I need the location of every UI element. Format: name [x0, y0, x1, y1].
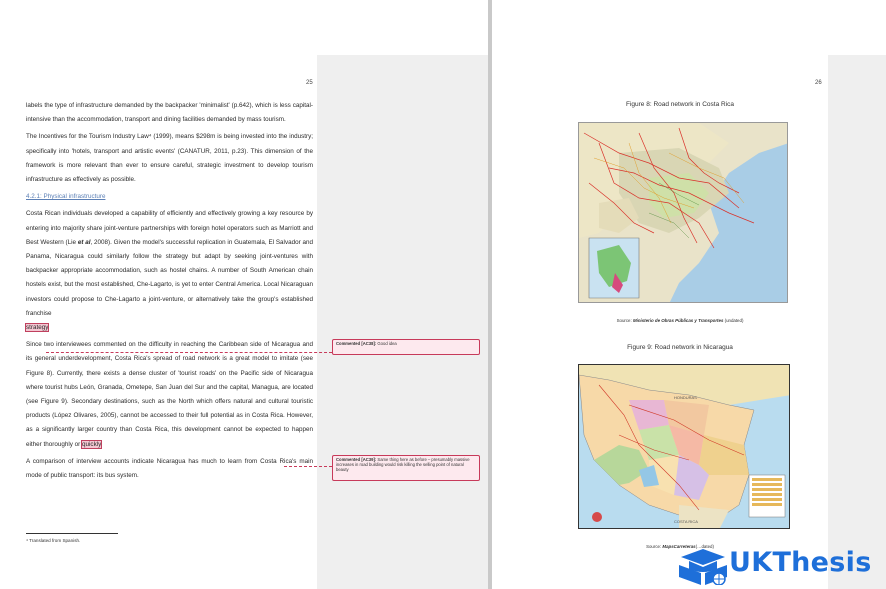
- figure-caption: Figure 8: Road network in Costa Rica: [625, 101, 735, 108]
- figure-caption: Figure 9: Road network in Nicaragua: [627, 344, 733, 351]
- page-number: 26: [815, 80, 822, 86]
- logo-text: UKThesis: [729, 547, 872, 578]
- comment-anchor-ac39[interactable]: quickly: [82, 440, 101, 448]
- costa-rica-road-map: [578, 122, 788, 303]
- map-label: HONDURAS: [674, 395, 697, 400]
- figure-source: Source: MapsCarreteras(…dated): [646, 544, 714, 549]
- paragraph: A comparison of interview accounts indicate Nicaragua has much to learn from Costa Rica's main mode of public transport: its bus system.: [26, 457, 313, 480]
- section-heading[interactable]: 4.2.1: Physical infrastructure: [26, 193, 106, 201]
- footnote: ⁴ Translated from Spanish.: [26, 538, 81, 543]
- footnote-separator: [26, 533, 118, 534]
- body-text: [26, 99, 313, 483]
- paragraph: The Incentives for the Tourism Industry Law⁴ (1999), means $298m is being invested into the industry; specifically into 'hotels, transport and artistic events' (CANATUR, 2011, p.23). This dimension of the framework is more relevant than ever to ensure careful, strategic investment to develop tourism infrastructure as effectively as possible.: [26, 133, 313, 184]
- comment-connector: [284, 466, 332, 467]
- map-label: COSTA RICA: [674, 519, 698, 524]
- comment-ac39[interactable]: Commented [AC39]: Same thing here as before – presumably massive increases in road building would risk killing the selling point of natural beauty: [332, 455, 480, 481]
- graduation-book-icon: [677, 545, 729, 585]
- figure-source: Source: Ministerio de Obras Públicas y Transportes (undated): [616, 318, 744, 323]
- comment-anchor-ac38[interactable]: strategy: [26, 324, 49, 332]
- paragraph: labels the type of infrastructure demanded by the backpacker 'minimalist' (p.642), which is less capital-intensive than the accommodation, transport and dining facilities demanded by mass tourism.: [26, 102, 313, 124]
- ukthesis-logo: [677, 545, 877, 585]
- paragraph: Since two interviewees commented on the difficulty in reaching the Caribbean side of Nicaragua and its general underdevelopment, Costa Rica's spread of road network is a great model to imitate (see Figure 8). Currently, there exists a dense cluster of 'tourist roads' on the Pacific side of Nicaragua where tourist hubs León, Granada, Ometepe, San Juan del Sur and the capital, Managua, are located (see Figure 9). Secondary destinations, such as the North which offers natural and cultural touristic products (López Olivares, 2005), cannot be accessed to their full potential as in Costa Rica. However, as a significantly larger country than Costa Rica, this development cannot be expected to happen either thoroughly or quickly.: [26, 341, 313, 448]
- comment-margin-pane: [317, 55, 488, 589]
- comment-ac38[interactable]: Commented [AC38]: Good idea: [332, 339, 480, 355]
- nicaragua-road-map: [578, 364, 790, 529]
- comment-connector: [46, 352, 332, 353]
- page-number: 25: [306, 80, 313, 86]
- comment-margin-pane-right: [828, 55, 886, 589]
- paragraph: Costa Rican individuals developed a capability of efficiently and effectively growing a key resource by entering into majority share joint-venture partnerships with foreign hotel operators such as Marriott and Best Western (Lie et al, 2008). Given the model's successful replication in Guatemala, El Salvador and Panama, Nicaragua could similarly follow the strategy but adapt by seeking joint-ventures with backpacker appropriate accommodation, such as hostel chains. A number of South American chain hostels exist, but the most established, Che-Lagarto, is yet to enter Central America. Local Nicaraguan investors could propose to Che-Lagarto a joint-venture, or alternatively take the group's established franchise strategy: [26, 210, 313, 332]
